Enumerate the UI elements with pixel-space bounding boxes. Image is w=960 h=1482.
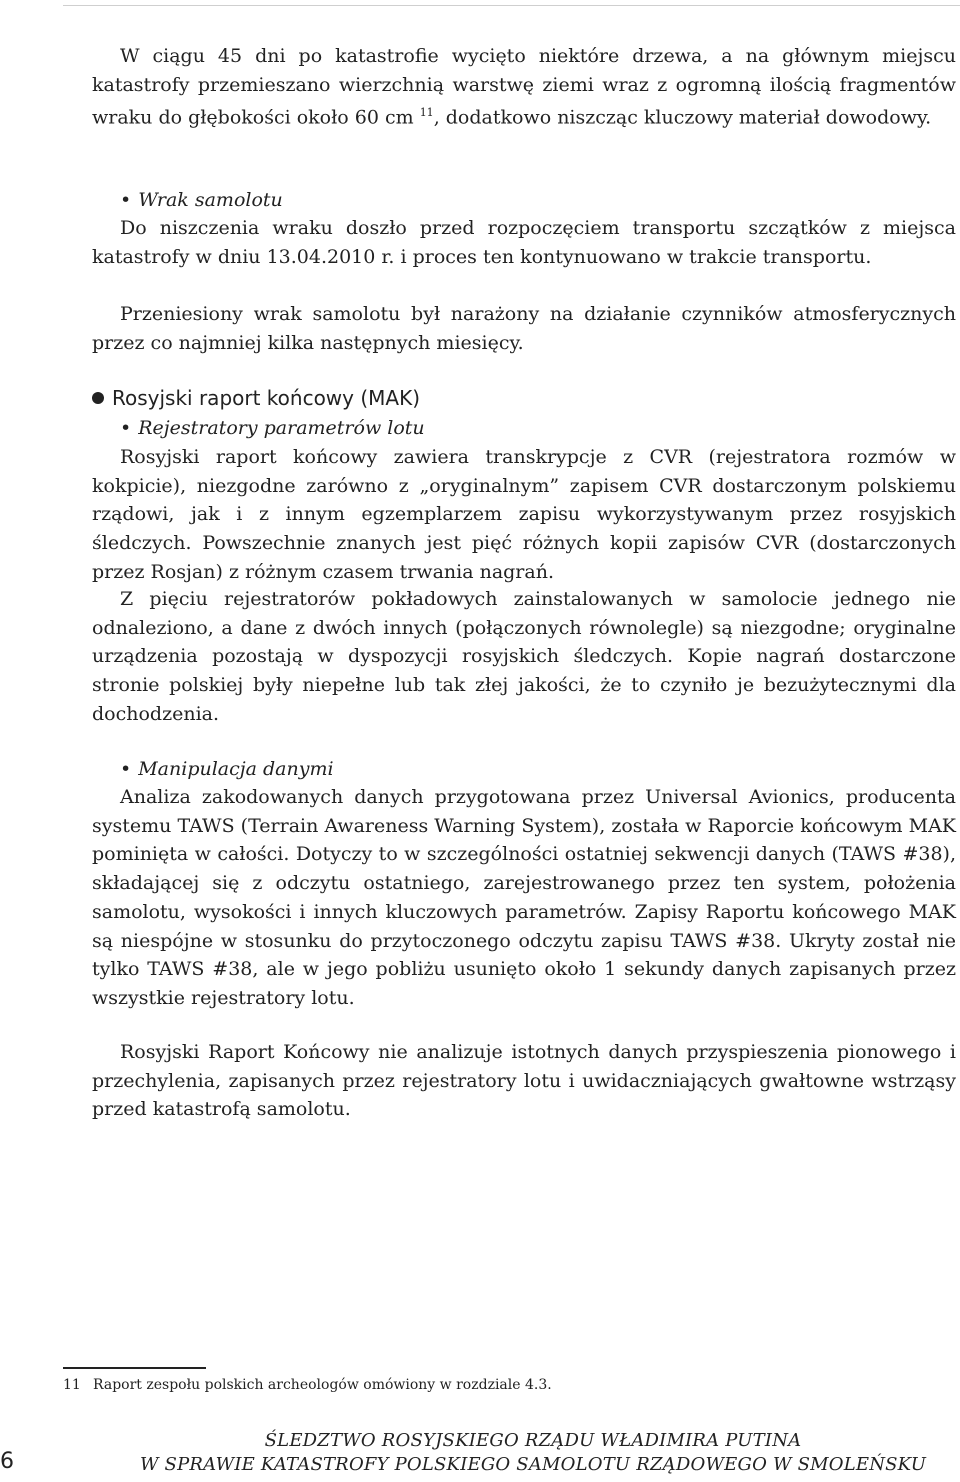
manipulation-paragraph-1: Analiza zakodowanych danych przygotowana przez Universal Avionics, producenta systemu TAWS (Terrain Awareness Warning System), została w Raporcie końcowym MAK pominięta w całości. Dotyczy to w szczególności ostatniej sekwencji danych (TAWS #38), składającej się z odczytu ostatniego, zarejestrowanego przez ten system, położenia samolotu, wysokości i innych kluczowych parametrów. Zapisy Raportu końcowego MAK są niespójne w stosunku do przytoczonego odczytu zapisu TAWS #38. Ukryty został nie tylko TAWS #38, ale w jego pobliżu usunięto około 1 sekundy danych zapisanych przez wszystkie rejestratory lotu.: [92, 786, 956, 1009]
manipulation-heading-text: Manipulacja danymi: [138, 758, 334, 780]
top-rule: [63, 5, 960, 6]
recorders-paragraph-2: Z pięciu rejestratorów pokładowych zainstalowanych w samolocie jednego nie odnaleziono, a dane z dwóch innych (połączonych równolegle) są niezgodne; oryginalne urządzenia pozostają w dyspozycji rosyjskich śledczych. Kopie nagrań dostarczone stronie polskiej były niepełne lub tak złej jakości, że to czyniło je bezużytecznymi dla dochodzenia.: [92, 588, 956, 725]
recorders-heading-text: Rejestratory parametrów lotu: [138, 417, 425, 439]
recorders-heading: [120, 414, 425, 443]
running-footer-line-1: ŚLEDZTWO ROSYJSKIEGO RZĄDU WŁADIMIRA PUTINA: [264, 1430, 802, 1451]
wreck-paragraph-1: Do niszczenia wraku doszło przed rozpoczęciem transportu szczątków z miejsca katastrofy w dniu 13.04.2010 r. i proces ten kontynuowano w trakcie transportu.: [92, 217, 956, 268]
wreck-paragraph-2: Przeniesiony wrak samolotu był narażony na działanie czynników atmosferycznych przez co najmniej kilka następnych miesięcy.: [92, 303, 956, 354]
section-title-text: Rosyjski raport końcowy (MAK): [112, 386, 421, 410]
running-footer-line-2: W SPRAWIE KATASTROFY POLSKIEGO SAMOLOTU RZĄDOWEGO W SMOLEŃSKU: [139, 1454, 927, 1475]
footnote: [63, 1374, 552, 1396]
section-title: [92, 384, 420, 412]
bullet-icon: •: [120, 758, 132, 780]
footnote-text: Raport zespołu polskich archeologów omówiony w rozdziale 4.3.: [93, 1377, 552, 1393]
bullet-icon: •: [120, 189, 132, 211]
wreck-heading-text: Wrak samolotu: [138, 189, 283, 211]
section-disc-icon: [92, 392, 104, 404]
manipulation-heading: [120, 755, 334, 784]
intro-text-end: , dodatkowo niszcząc kluczowy materiał dowodowy.: [433, 106, 932, 129]
recorders-paragraph-1: Rosyjski raport końcowy zawiera transkrypcje z CVR (rejestratora rozmów w kokpicie), niezgodne zarówno z „oryginalnym” zapisem CVR dostarczonym polskiemu rządowi, jak i z innym egzemplarzem zapisu wykorzystywanym przez rosyjskich śledczych. Powszechnie znanych jest pięć różnych kopii zapisów CVR (dostarczonych przez Rosjan) z różnym czasem trwania nagrań.: [92, 446, 956, 583]
footnote-number: 11: [63, 1377, 81, 1393]
bullet-icon: •: [120, 417, 132, 439]
manipulation-paragraph-2: Rosyjski Raport Końcowy nie analizuje istotnych danych przyspieszenia pionowego i przechylenia, zapisanych przez rejestratory lotu i uwidaczniających gwałtowne wstrząsy przed katastrofą samolotu.: [92, 1041, 956, 1121]
footnote-rule: [63, 1367, 206, 1369]
page-number: 6: [0, 1449, 14, 1474]
intro-text: W ciągu 45 dni po katastrofie wycięto niektóre drzewa, a na głównym miejscu katastrofy przemieszano wierzchnią warstwę ziemi wraz z ogromną ilością fragmentów wraku do głębokości około 60 cm: [92, 45, 956, 129]
intro-paragraph: [92, 42, 956, 132]
footnote-ref: 11: [419, 106, 434, 120]
wreck-heading: [120, 186, 283, 215]
